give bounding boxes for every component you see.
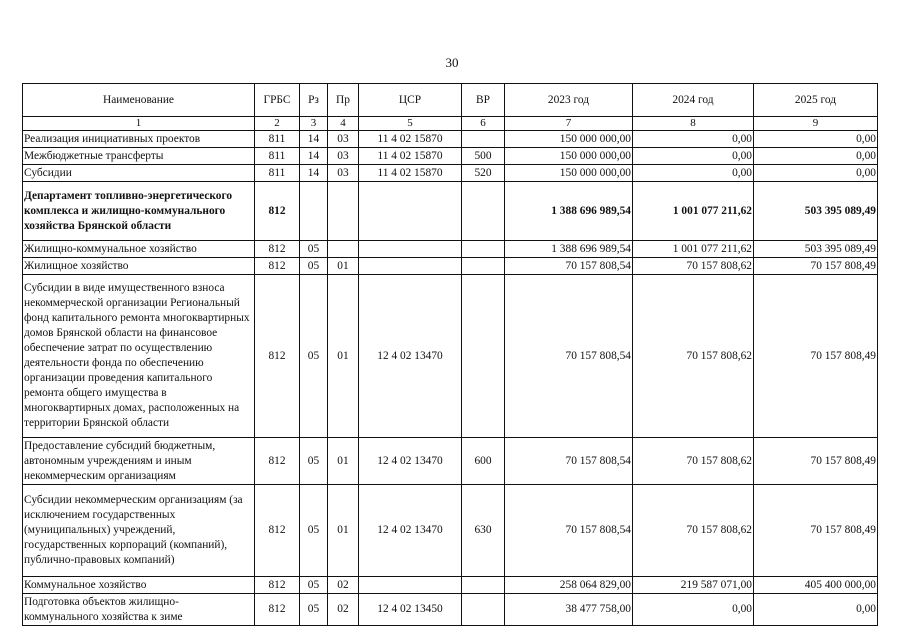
cell-2025: 70 157 808,49 [754,438,878,485]
table-row [23,577,878,594]
cell-name: Коммунальное хозяйство [23,577,255,594]
cell-2024: 0,00 [633,165,754,182]
cell-vr [462,182,505,241]
cell-rz: 05 [300,485,328,577]
column-number: 9 [754,117,878,131]
cell-vr: 600 [462,438,505,485]
header-2025: 2025 год [754,84,878,117]
table-row [23,485,878,577]
cell-csr [359,241,462,258]
cell-pr: 02 [328,594,359,626]
cell-vr: 520 [462,165,505,182]
header-2023: 2023 год [505,84,633,117]
column-number: 4 [328,117,359,131]
cell-grbs: 811 [255,148,300,165]
cell-csr: 12 4 02 13470 [359,485,462,577]
cell-2025: 0,00 [754,148,878,165]
cell-csr: 11 4 02 15870 [359,148,462,165]
cell-pr: 01 [328,258,359,275]
cell-2023: 150 000 000,00 [505,165,633,182]
cell-grbs: 812 [255,258,300,275]
cell-2023: 1 388 696 989,54 [505,182,633,241]
cell-2024: 70 157 808,62 [633,438,754,485]
cell-rz [300,182,328,241]
cell-2023: 70 157 808,54 [505,275,633,438]
header-grbs: ГРБС [255,84,300,117]
header-2024: 2024 год [633,84,754,117]
cell-rz: 05 [300,258,328,275]
column-number: 7 [505,117,633,131]
header-pr: Пр [328,84,359,117]
table-row [23,258,878,275]
cell-2025: 70 157 808,49 [754,258,878,275]
cell-2024: 70 157 808,62 [633,258,754,275]
cell-vr [462,594,505,626]
cell-2024: 70 157 808,62 [633,485,754,577]
header-rz: Рз [300,84,328,117]
table-row [23,131,878,148]
cell-2025: 0,00 [754,594,878,626]
cell-grbs: 812 [255,485,300,577]
cell-grbs: 812 [255,241,300,258]
cell-vr [462,258,505,275]
cell-2025: 70 157 808,49 [754,485,878,577]
cell-pr: 03 [328,148,359,165]
cell-grbs: 812 [255,275,300,438]
cell-rz: 14 [300,131,328,148]
cell-name: Подготовка объектов жилищно-коммунального хозяйства к зиме [23,594,255,626]
budget-table [22,83,878,626]
cell-2025: 0,00 [754,165,878,182]
cell-2023: 1 388 696 989,54 [505,241,633,258]
cell-csr: 11 4 02 15870 [359,131,462,148]
table-row [23,275,878,438]
column-number: 2 [255,117,300,131]
table-header-row [23,84,878,117]
cell-name: Межбюджетные трансферты [23,148,255,165]
cell-rz: 14 [300,148,328,165]
cell-2024: 1 001 077 211,62 [633,182,754,241]
table-row [23,241,878,258]
cell-2025: 503 395 089,49 [754,182,878,241]
cell-name: Жилищно-коммунальное хозяйство [23,241,255,258]
page-number: 30 [445,55,459,70]
cell-name: Предоставление субсидий бюджетным, автономным учреждениям и иным некоммерческим организациям [23,438,255,485]
cell-2025: 405 400 000,00 [754,577,878,594]
cell-2023: 70 157 808,54 [505,438,633,485]
cell-grbs: 812 [255,594,300,626]
cell-grbs: 811 [255,131,300,148]
cell-2024: 219 587 071,00 [633,577,754,594]
cell-2023: 38 477 758,00 [505,594,633,626]
cell-grbs: 812 [255,438,300,485]
cell-vr [462,577,505,594]
cell-vr [462,275,505,438]
cell-2024: 0,00 [633,148,754,165]
cell-2023: 150 000 000,00 [505,131,633,148]
column-number: 8 [633,117,754,131]
cell-pr [328,241,359,258]
cell-grbs: 812 [255,182,300,241]
column-number-row [23,117,878,131]
cell-2024: 0,00 [633,131,754,148]
cell-2025: 0,00 [754,131,878,148]
cell-vr [462,241,505,258]
cell-csr: 12 4 02 13470 [359,275,462,438]
cell-csr [359,258,462,275]
cell-name: Департамент топливно-энергетического комплекса и жилищно-коммунального хозяйства Брянской области [23,182,255,241]
cell-rz: 14 [300,165,328,182]
cell-2024: 1 001 077 211,62 [633,241,754,258]
cell-grbs: 811 [255,165,300,182]
column-number: 5 [359,117,462,131]
column-number: 1 [23,117,255,131]
cell-vr [462,131,505,148]
cell-rz: 05 [300,577,328,594]
cell-pr [328,182,359,241]
cell-rz: 05 [300,438,328,485]
cell-pr: 01 [328,485,359,577]
cell-rz: 05 [300,275,328,438]
cell-pr: 03 [328,131,359,148]
table-row [23,165,878,182]
cell-grbs: 812 [255,577,300,594]
column-number: 6 [462,117,505,131]
cell-2023: 70 157 808,54 [505,485,633,577]
cell-name: Реализация инициативных проектов [23,131,255,148]
cell-csr: 11 4 02 15870 [359,165,462,182]
header-csr: ЦСР [359,84,462,117]
cell-name: Субсидии [23,165,255,182]
cell-2023: 70 157 808,54 [505,258,633,275]
header-name: Наименование [23,84,255,117]
cell-pr: 02 [328,577,359,594]
cell-2025: 70 157 808,49 [754,275,878,438]
table-row [23,594,878,626]
cell-csr [359,182,462,241]
table-row [23,148,878,165]
cell-pr: 01 [328,275,359,438]
cell-2024: 70 157 808,62 [633,275,754,438]
cell-2023: 150 000 000,00 [505,148,633,165]
cell-name: Субсидии некоммерческим организациям (за исключением государственных (муниципальных) учреждений, государственных корпораций (компаний), публично-правовых компаний) [23,485,255,577]
cell-rz: 05 [300,241,328,258]
cell-csr: 12 4 02 13470 [359,438,462,485]
cell-pr: 01 [328,438,359,485]
table-row [23,182,878,241]
cell-2025: 503 395 089,49 [754,241,878,258]
cell-2024: 0,00 [633,594,754,626]
cell-vr: 630 [462,485,505,577]
cell-pr: 03 [328,165,359,182]
cell-name: Жилищное хозяйство [23,258,255,275]
cell-2023: 258 064 829,00 [505,577,633,594]
cell-csr [359,577,462,594]
cell-vr: 500 [462,148,505,165]
cell-csr: 12 4 02 13450 [359,594,462,626]
column-number: 3 [300,117,328,131]
header-vr: ВР [462,84,505,117]
cell-rz: 05 [300,594,328,626]
cell-name: Субсидии в виде имущественного взноса некоммерческой организации Региональный фонд капитального ремонта многоквартирных домов Брянской области на финансовое обеспечение затрат по осуществлению деятельности фонда по обеспечению организации проведения капитального ремонта общего имущества в многоквартирных домах, расположенных на территории Брянской области [23,275,255,438]
table-row [23,438,878,485]
